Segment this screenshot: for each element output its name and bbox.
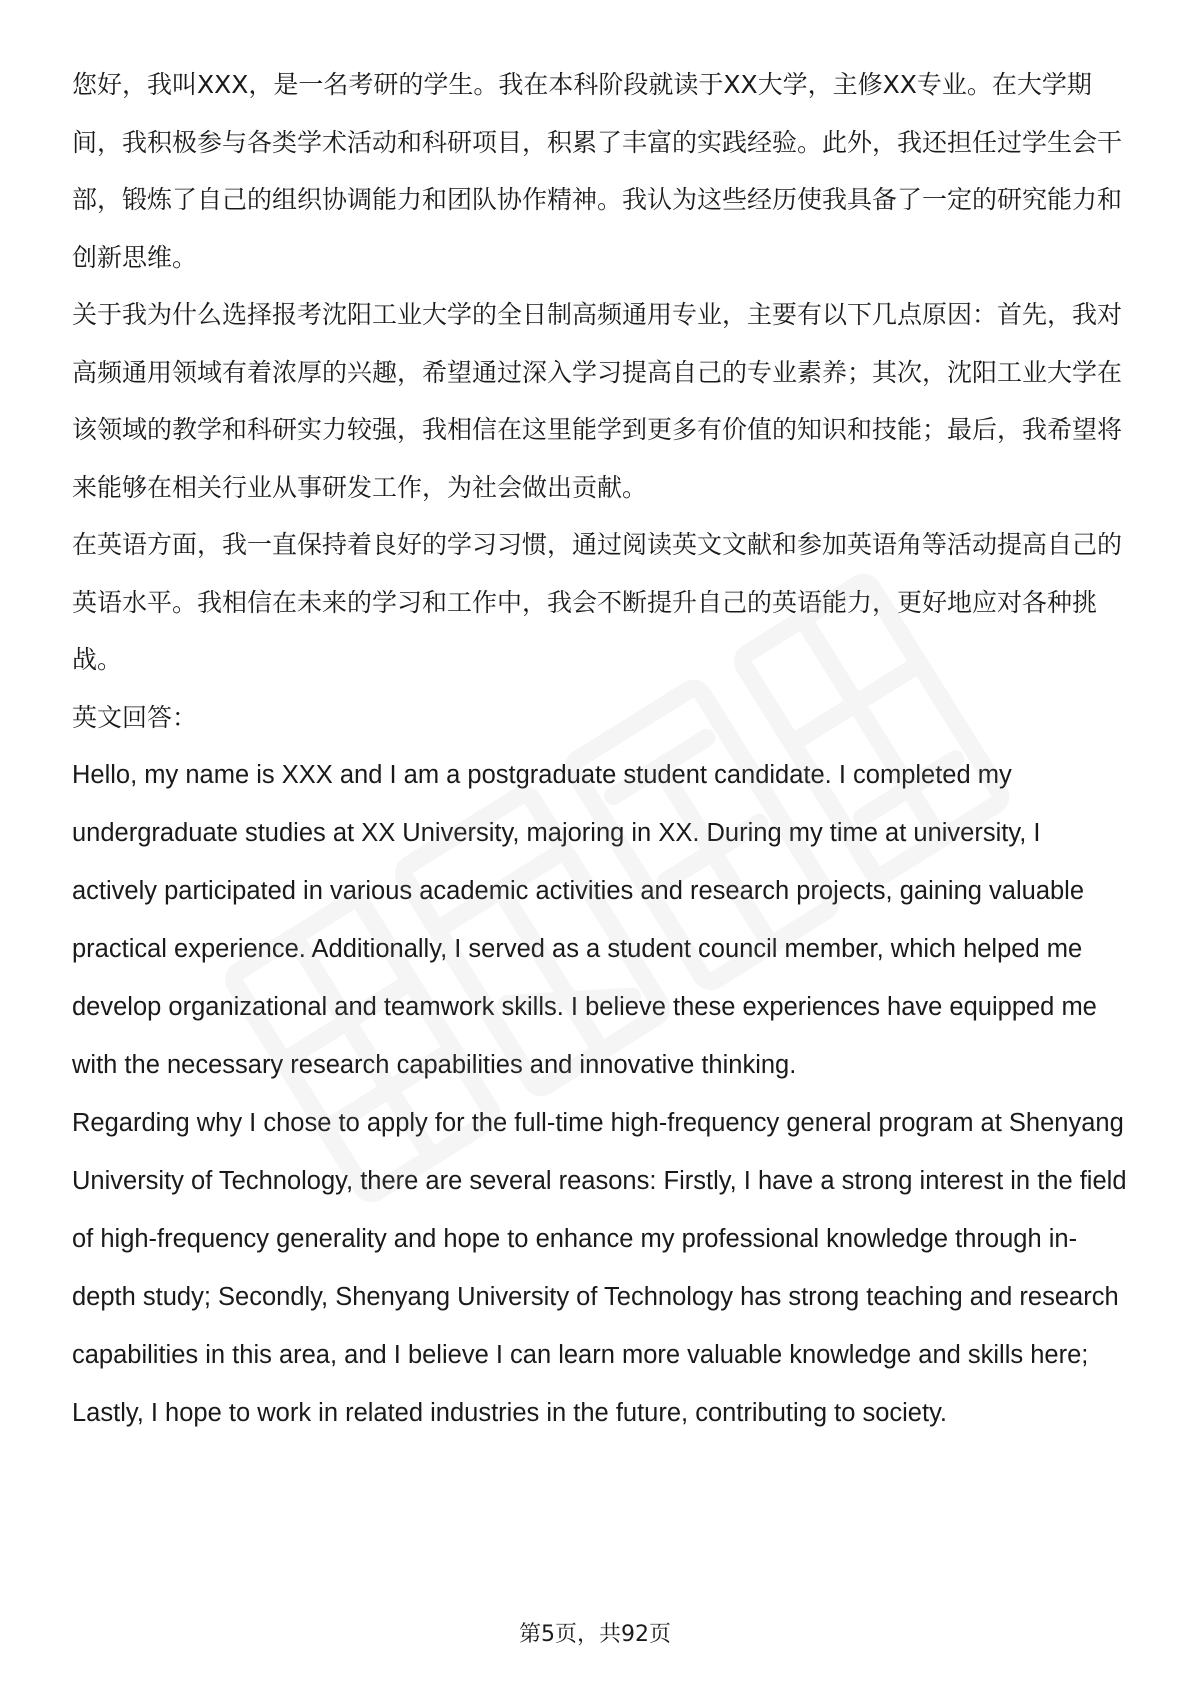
paragraph-intro-en: Hello, my name is XXX and I am a postgraduate student candidate. I completed my undergraduate studies at XX University, majoring in XX. During my time at university, I actively participated in various academic activities and research projects, gaining valuable practical experience. Additionally, I served as a student council member, which helped me develop organizational and teamwork skills. I believe these experiences have equipped me with the necessary research capabilities and innovative thinking. [72, 761, 1097, 1079]
document-body [72, 56, 1132, 1442]
page-number: 第5页，共92页 [519, 1622, 671, 1647]
section-heading-english-answer: 英文回答： [72, 702, 198, 732]
paragraph-intro-zh: 您好，我叫XXX，是一名考研的学生。我在本科阶段就读于XX大学，主修XX专业。在大学期间，我积极参与各类学术活动和科研项目，积累了丰富的实践经验。此外，我还担任过学生会干部，锻炼了自己的组织协调能力和团队协作精神。我认为这些经历使我具备了一定的研究能力和创新思维。 [72, 70, 1123, 272]
paragraph-english-zh: 在英语方面，我一直保持着良好的学习习惯，通过阅读英文文献和参加英语角等活动提高自己的英语水平。我相信在未来的学习和工作中，我会不断提升自己的英语能力，更好地应对各种挑战。 [72, 530, 1123, 674]
paragraph-reasons-en: Regarding why I chose to apply for the full-time high-frequency general program at Shenyang University of Technology, there are several reasons: Firstly, I have a strong interest in the field of high-frequency generality and hope to enhance my professional knowledge through in-depth study; Secondly, Shenyang University of Technology has strong teaching and research capabilities in this area, and I believe I can learn more valuable knowledge and skills here; Lastly, I hope to work in related industries in the future, contributing to society. [72, 1109, 1127, 1427]
paragraph-reasons-zh: 关于我为什么选择报考沈阳工业大学的全日制高频通用专业，主要有以下几点原因：首先，我对高频通用领域有着浓厚的兴趣，希望通过深入学习提高自己的专业素养；其次，沈阳工业大学在该领域的教学和科研实力较强，我相信在这里能学到更多有价值的知识和技能；最后，我希望将来能够在相关行业从事研发工作，为社会做出贡献。 [72, 300, 1123, 502]
